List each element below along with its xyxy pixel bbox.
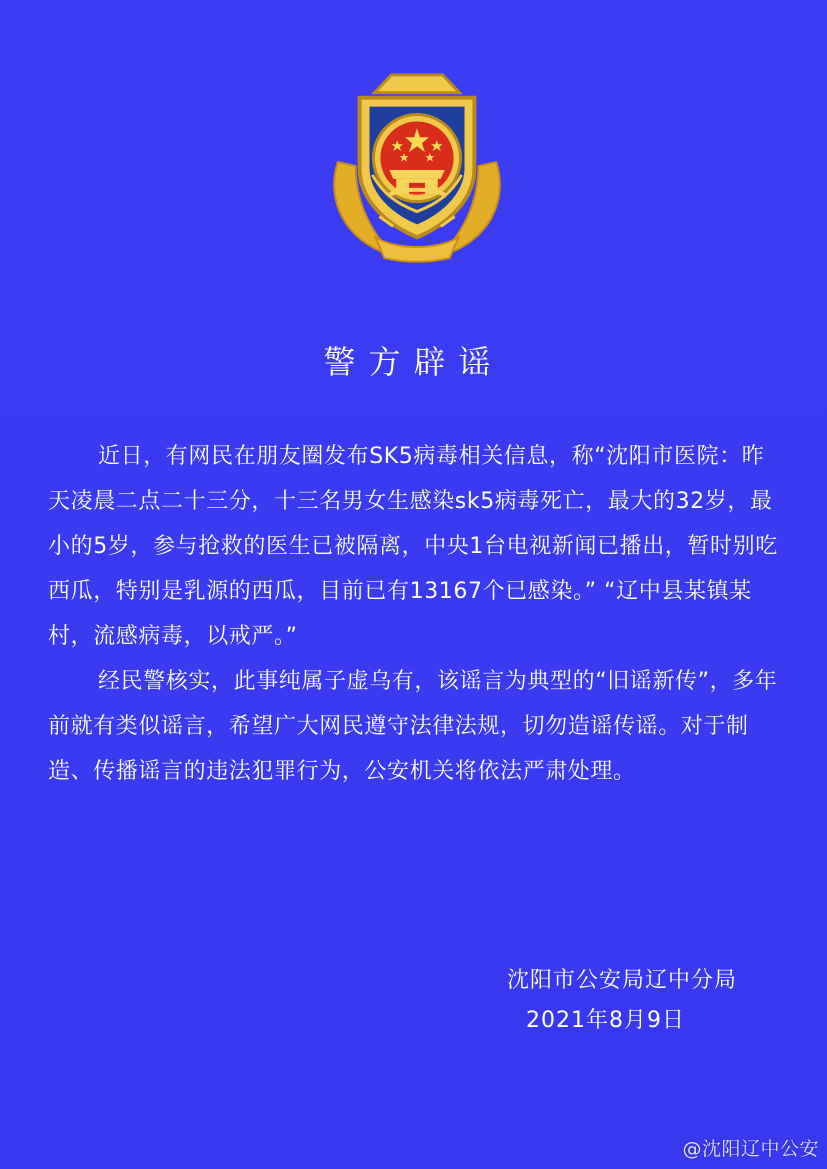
police-badge-icon bbox=[318, 68, 516, 266]
issue-date: 2021年8月9日 bbox=[526, 1008, 685, 1033]
page-title: 警方辟谣 bbox=[323, 343, 504, 381]
source-watermark: @沈阳辽中公安 bbox=[682, 1138, 819, 1160]
issuing-organization: 沈阳市公安局辽中分局 bbox=[506, 968, 737, 993]
signature-block bbox=[507, 961, 737, 1041]
paragraph-1: 近日，有网民在朋友圈发布SK5病毒相关信息，称“沈阳市医院：昨天凌晨二点二十三分，十三名男女生感染sk5病毒死亡，最大的32岁，最小的5岁，参与抢救的医生已被隔离，中央1台电视新闻已播出，暂时别吃西瓜，特别是乳源的西瓜，目前已有13167个已感染。” “辽中县某镇某村，流感病毒，以戒严。” bbox=[48, 444, 778, 649]
paragraph-2: 经民警核实，此事纯属子虚乌有，该谣言为典型的“旧谣新传”，多年前就有类似谣言，希望广大网民遵守法律法规，切勿造谣传谣。对于制造、传播谣言的违法犯罪行为，公安机关将依法严肃处理。 bbox=[48, 669, 778, 784]
announcement-body bbox=[48, 434, 780, 794]
